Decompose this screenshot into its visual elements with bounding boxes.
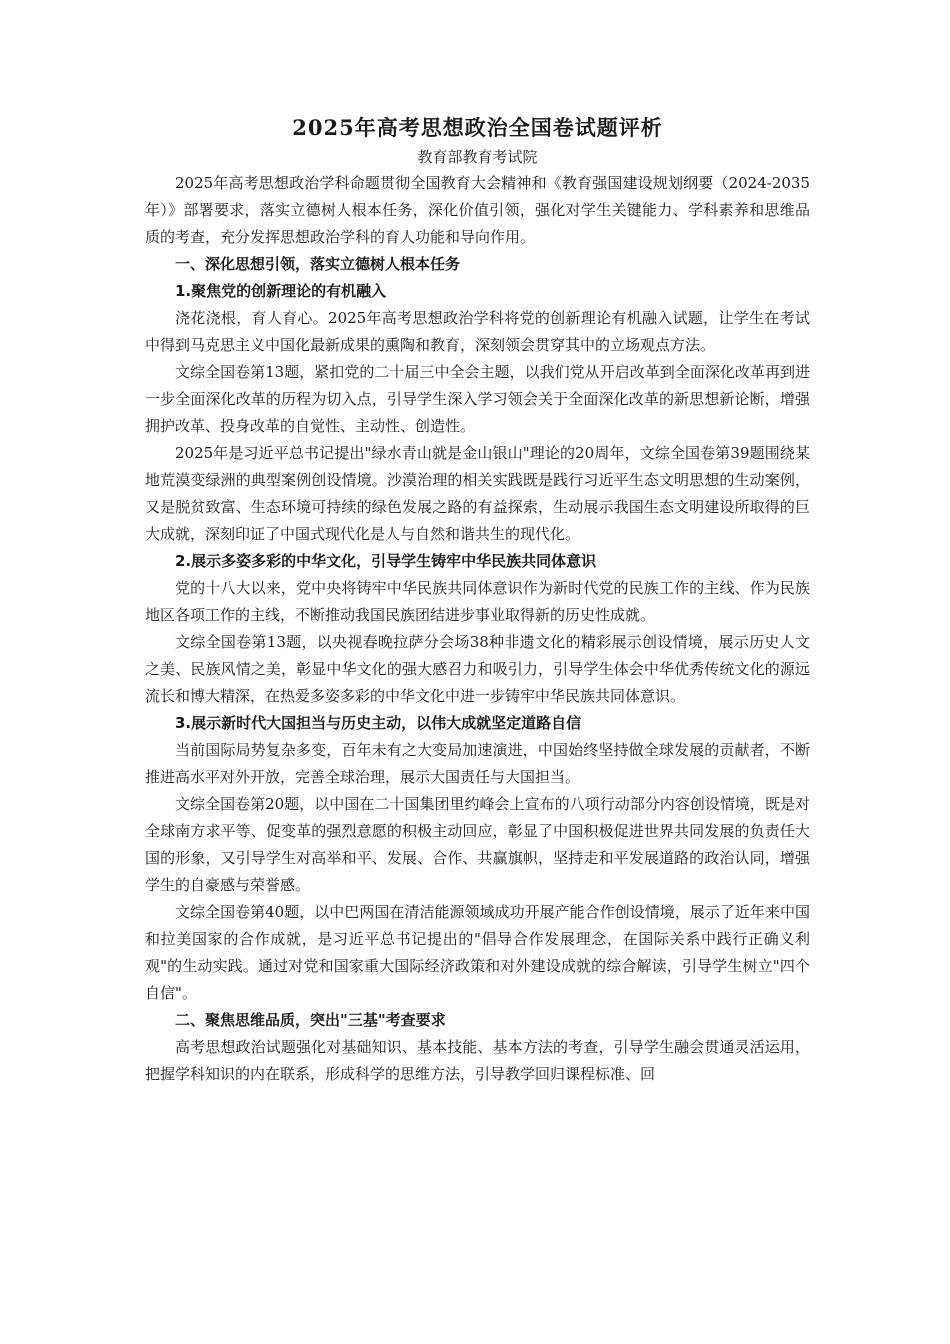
paragraph: 党的十八大以来，党中央将铸牢中华民族共同体意识作为新时代党的民族工作的主线、作为民族地区各项工作的主线，不断推动我国民族团结进步事业取得新的历史性成就。 (145, 579, 810, 624)
section-heading-2: 二、聚焦思维品质，突出"三基"考查要求 (175, 1011, 446, 1029)
paragraph: 当前国际局势复杂多变，百年未有之大变局加速演进，中国始终坚持做全球发展的贡献者，不断推进高水平对外开放，完善全球治理，展示大国责任与大国担当。 (145, 741, 810, 786)
document-title: 2025年高考思想政治全国卷试题评析 (292, 115, 663, 140)
subsection-heading-1-1: 1.聚焦党的创新理论的有机融入 (175, 282, 387, 300)
section-heading-1: 一、深化思想引领，落实立德树人根本任务 (175, 255, 461, 273)
paragraph: 文综全国卷第40题，以中巴两国在清洁能源领域成功开展产能合作创设情境，展示了近年来中国和拉美国家的合作成就，是习近平总书记提出的"倡导合作发展理念，在国际关系中践行正确义利观"的生动实践。通过对党和国家重大国际经济政策和对外建设成就的综合解读，引导学生树立"四个自信"。 (145, 903, 810, 1002)
intro-paragraph: 2025年高考思想政治学科命题贯彻全国教育大会精神和《教育强国建设规划纲要（2024-2035年）》部署要求，落实立德树人根本任务，深化价值引领，强化对学生关键能力、学科素养和思维品质的考查，充分发挥思想政治学科的育人功能和导向作用。 (145, 174, 810, 246)
paragraph: 文综全国卷第13题，紧扣党的二十届三中全会主题，以我们党从开启改革到全面深化改革再到进一步全面深化改革的历程为切入点，引导学生深入学习领会关于全面深化改革的新思想新论断，增强拥护改革、投身改革的自觉性、主动性、创造性。 (145, 363, 810, 435)
subsection-heading-1-3: 3.展示新时代大国担当与历史主动，以伟大成就坚定道路自信 (175, 714, 582, 732)
document-author: 教育部教育考试院 (417, 148, 538, 166)
paragraph: 文综全国卷第20题，以中国在二十国集团里约峰会上宣布的八项行动部分内容创设情境，既是对全球南方求平等、促变革的强烈意愿的积极主动回应，彰显了中国积极促进世界共同发展的负责任大国的形象，又引导学生对高举和平、发展、合作、共赢旗帜，坚持走和平发展道路的政治认同，增强学生的自豪感与荣誉感。 (145, 795, 810, 894)
subsection-heading-1-2: 2.展示多姿多彩的中华文化，引导学生铸牢中华民族共同体意识 (175, 552, 597, 570)
document-body (145, 112, 810, 1088)
paragraph: 高考思想政治试题强化对基础知识、基本技能、基本方法的考查，引导学生融会贯通灵活运用，把握学科知识的内在联系，形成科学的思维方法，引导教学回归课程标准、回 (145, 1038, 810, 1083)
paragraph: 浇花浇根，育人育心。2025年高考思想政治学科将党的创新理论有机融入试题，让学生在考试中得到马克思主义中国化最新成果的熏陶和教育，深刻领会贯穿其中的立场观点方法。 (145, 309, 810, 354)
paragraph: 文综全国卷第13题，以央视春晚拉萨分会场38种非遗文化的精彩展示创设情境，展示历史人文之美、民族风情之美，彰显中华文化的强大感召力和吸引力，引导学生体会中华优秀传统文化的源远流长和博大精深，在热爱多姿多彩的中华文化中进一步铸牢中华民族共同体意识。 (145, 633, 810, 705)
paragraph: 2025年是习近平总书记提出"绿水青山就是金山银山"理论的20周年，文综全国卷第39题围绕某地荒漠变绿洲的典型案例创设情境。沙漠治理的相关实践既是践行习近平生态文明思想的生动案例，又是脱贫致富、生态环境可持续的绿色发展之路的有益探索，生动展示我国生态文明建设所取得的巨大成就，深刻印证了中国式现代化是人与自然和谐共生的现代化。 (145, 444, 810, 543)
